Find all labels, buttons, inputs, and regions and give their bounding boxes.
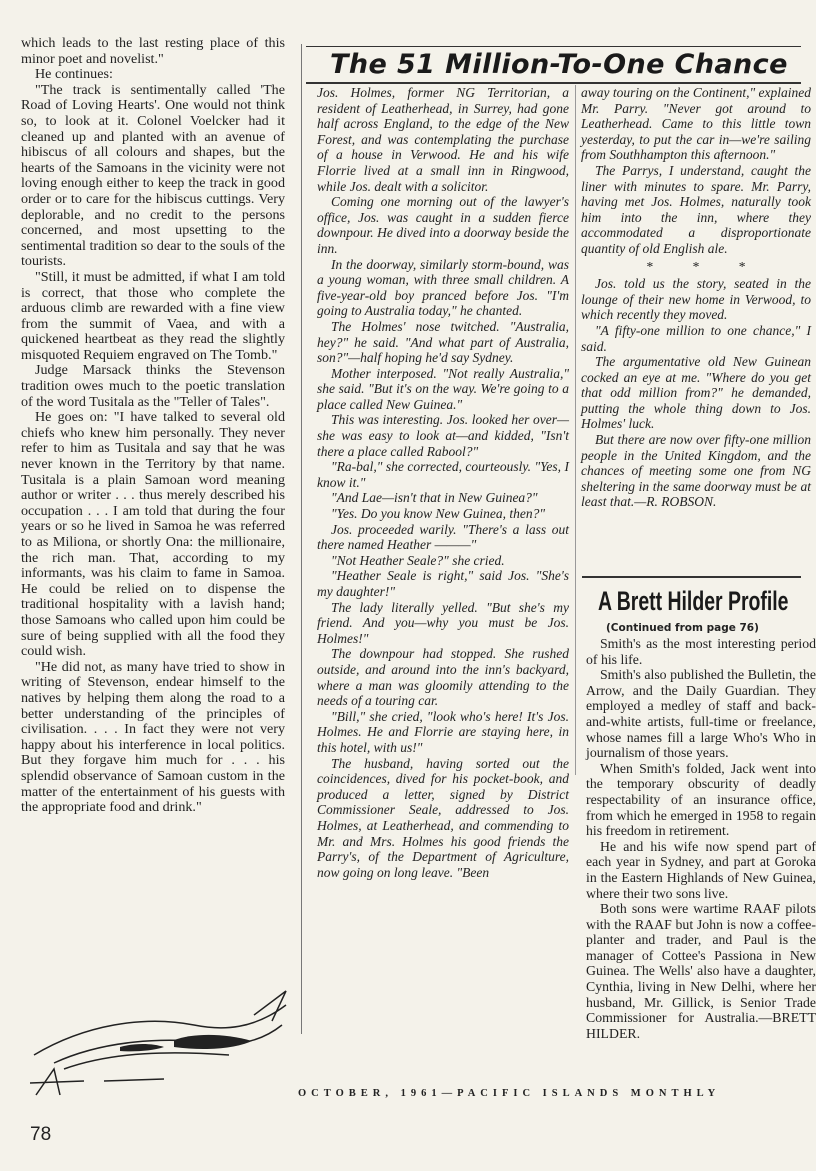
paragraph: "A fifty-one million to one chance," I said. <box>581 322 811 354</box>
paragraph: which leads to the last resting place of this minor poet and novelist." <box>21 35 285 67</box>
paragraph: The downpour had stopped. She rushed outside, and around into the inn's backyard, where a man was gloomily attending to the needs of a touring car. <box>317 646 569 709</box>
paragraph: But there are now over fifty-one million people in the United Kingdom, and the chances of meeting some one from NG sheltering in the same doorway must be at least that.—R. ROBSON. <box>581 432 811 510</box>
paragraph: The argumentative old New Guinean cocked an eye at me. "Where do you get that odd million from?" he demanded, putting the whole thing down to Jos. Holmes' luck. <box>581 354 811 432</box>
paragraph: He continues: <box>35 66 113 83</box>
title-rule <box>306 82 801 84</box>
paragraph: He and his wife now spend part of each year in Sydney, and part at Goroka in the Eastern Highlands of New Guinea, where their two sons live. <box>586 838 816 901</box>
body-column-right-bottom <box>586 636 816 1041</box>
paragraph: "Not Heather Seale?" she cried. <box>331 552 505 568</box>
paragraph: "And Lae—isn't that in New Guinea?" <box>331 490 538 506</box>
flying-bird-illustration <box>24 985 296 1097</box>
paragraph: The lady literally yelled. "But she's my friend. And you—why you must be Jos. Holmes!" <box>317 599 569 646</box>
article-separator <box>582 576 801 578</box>
paragraph: He goes on: "I have talked to several old chiefs who knew him personally. They never refer to him as Tusitala and say that he was never known in the Territory by that name. Tusitala is a plain Samoan word meaning author or writer . . . thus merely described his occupation . . . I am told that during the four years or so he lived in Samoa he was referred to as Miliona, or shortly Ona: the millionaire, the rich man. That, according to my informants, was his claim to fame in Samoa. He could be relied on to dispense the traditional hospitality with a lavish hand; those Samoans who called upon him could be sure of being supplied with all the food they could wish. <box>21 409 285 660</box>
section-break: * * * <box>646 258 746 274</box>
body-column-left <box>21 36 285 996</box>
page-number: 78 <box>30 1124 52 1145</box>
column-divider <box>301 44 302 1034</box>
paragraph: "Bill," she cried, "look who's here! It's Jos. Holmes. He and Florrie are staying here, in this hotel, with us!" <box>317 708 569 755</box>
paragraph: "Yes. Do you know New Guinea, then?" <box>331 506 546 522</box>
title-rule <box>306 46 801 47</box>
paragraph: The Parrys, I understand, caught the liner with minutes to spare. Mr. Parry, having met Jos. Holmes, naturally took him into the inn, where they accommodated a disproportionate quantity of old English ale. <box>581 162 811 256</box>
paragraph: away touring on the Continent," explained Mr. Parry. "Never got around to Leatherhead. Came to this little town yesterday, to put the car in—we're sailing from Southhampton this afternoon." <box>581 85 811 163</box>
second-article-headline: A Brett Hilder Profile <box>598 586 789 616</box>
paragraph: "Heather Seale is right," said Jos. "She's my daughter!" <box>317 568 569 599</box>
paragraph: This was interesting. Jos. looked her over—she was easy to look at—and kidded, "Isn't there a place called Rabool?" <box>317 412 569 459</box>
column-divider <box>575 85 576 775</box>
continued-note: (Continued from page 76) <box>606 622 759 634</box>
paragraph: Mother interposed. "Not really Australia," she said. "But it's on the way. We're going to a place called New Guinea." <box>317 365 569 412</box>
paragraph: "He did not, as many have tried to show in writing of Stevenson, endear himself to the natives by helping them along the road to a better understanding of the principles of civilisation. . . . In fact they were not very happy about his interference in local politics. But they forgave him much for . . . his splendid observance of Samoan custom in the matter of the entertainment of his guests with the appropriate food and drink." <box>21 658 285 816</box>
paragraph: In the doorway, similarly storm-bound, was a young woman, with three small children. A five-year-old boy pranced before Jos. "I'm going to Australia today," he chanted. <box>317 256 569 319</box>
paragraph: Smith's also published the Bulletin, the Arrow, and the Daily Guardian. They employed a medley of staff and back-and-white artists, full-time or freelance, whose names fill a large Who's Who in journalism of those years. <box>586 667 816 761</box>
paragraph: Jos. proceeded warily. "There's a lass out there named Heather ———" <box>317 521 569 553</box>
paragraph: When Smith's folded, Jack went into the temporary obscurity of deadly respectability of an insurance office, from which he emerged in 1958 to regain his freedom in retirement. <box>586 760 816 839</box>
running-footer: OCTOBER, 1961—PACIFIC ISLANDS MONTHLY <box>298 1088 721 1099</box>
paragraph: Smith's as the most interesting period of his life. <box>586 636 816 667</box>
body-column-middle <box>317 85 569 880</box>
paragraph: The Holmes' nose twitched. "Australia, hey?" he said. "And what part of Australia, son?"—half hoping he'd say Sydney. <box>317 318 569 366</box>
body-column-right-top <box>581 85 811 573</box>
article-headline: The 51 Million-To-One Chance <box>330 49 788 80</box>
paragraph: Judge Marsack thinks the Stevenson tradition owes much to the poetic translation of the word Tusitala as the "Teller of Tales". <box>21 362 285 410</box>
paragraph: Both sons were wartime RAAF pilots with the RAAF but John is now a coffee-planter and trader, and Paul is the manager of Cottee's Passiona in New Guinea. The Wells' also have a daughter, Cynthia, living in New Delhi, where her husband, Mr. Gillick, is Senior Trade Commissioner for Australia.—BRETT HILDER. <box>586 901 816 1041</box>
paragraph: "The track is sentimentally called 'The Road of Loving Hearts'. One would not think so, to look at it. Colonel Voelcker had it cleaned up and planted with an avenue of hibiscus of all colours and shapes, but the hearts of the Samoans in the vicinity were not loving enough either to keep the track in good order or to care for the hibiscus cuttings. Very deplorable, and no credit to the persons concerned, and most upsetting to the sentimental tradition so dear to the souls of the tourists. <box>21 81 285 270</box>
paragraph: Jos. told us the story, seated in the lounge of their new home in Verwood, to which recently they moved. <box>581 276 811 323</box>
paragraph: "Still, it must be admitted, if what I am told is correct, that those who complete the arduous climb are rewarded with a fine view from the summit of Vaea, and with a quickened heartbeat as they read the slightly misquoted Requiem engraved on The Tomb." <box>21 268 285 363</box>
paragraph: Coming one morning out of the lawyer's office, Jos. was caught in a sudden fierce downpour. He dived into a doorway beside the inn. <box>317 194 569 256</box>
paragraph: The husband, having sorted out the coincidences, dived for his pocket-book, and produced a letter, signed by District Commissioner Seale, addressed to Jos. Holmes, at Leatherhead, and commending to Mr. and Mrs. Holmes his good friends the Parry's, of the Department of Agriculture, now going on long leave. "Been <box>317 755 569 880</box>
paragraph: Jos. Holmes, former NG Territorian, a resident of Leatherhead, in Surrey, had gone half across England, to the edge of the New Forest, and was contemplating the purchase of a house in Verwood. He and his wife Florrie lived at a small inn in Ringwood, while Jos. dealt with a solicitor. <box>317 85 569 194</box>
paragraph: "Ra-bal," she corrected, courteously. "Yes, I know it." <box>317 459 569 490</box>
